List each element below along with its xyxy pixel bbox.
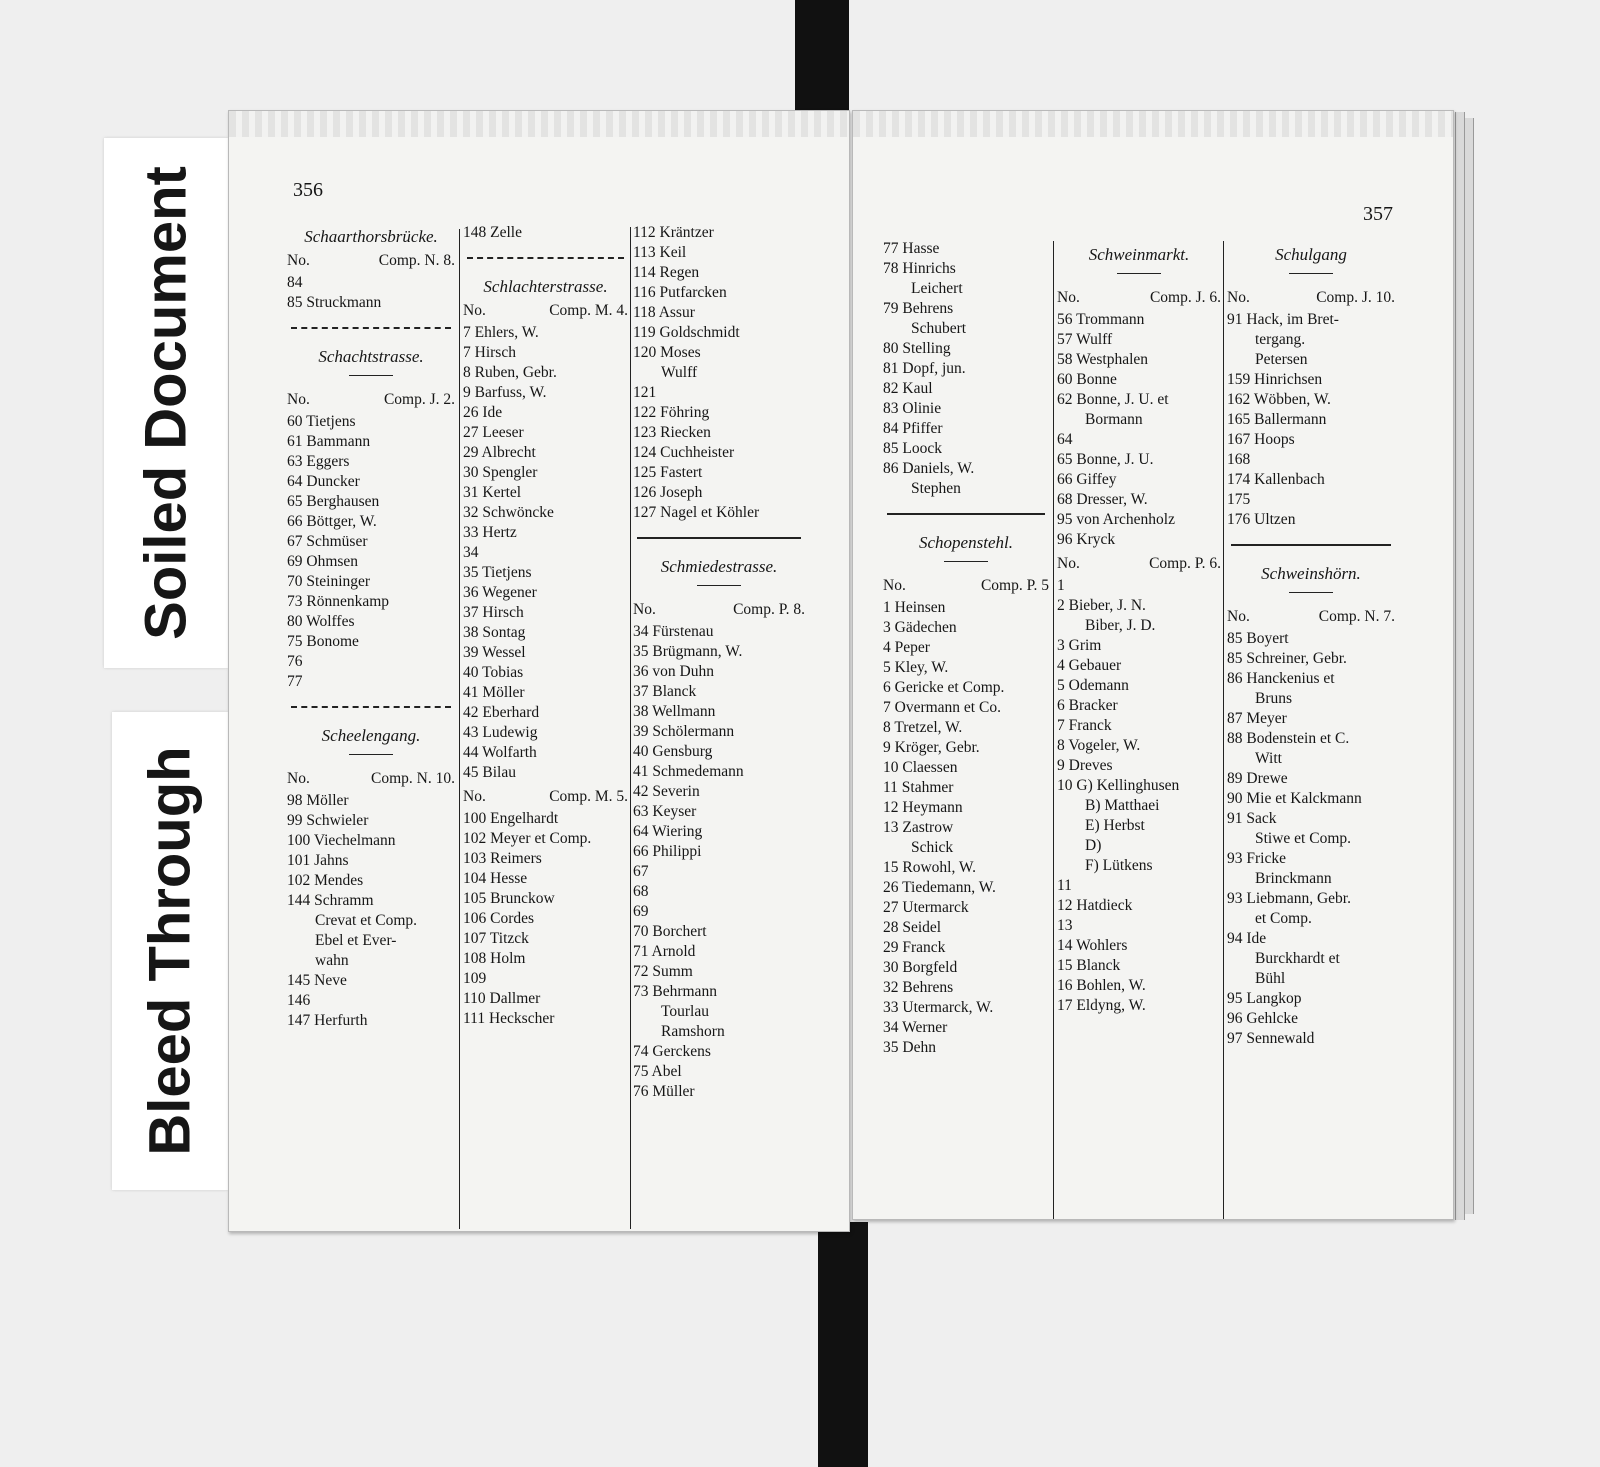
company-code: Comp. P. 5	[980, 577, 1049, 594]
binding-strip-bottom	[818, 1222, 868, 1467]
entry-line: 168	[1227, 451, 1251, 468]
entry-line: 33 Utermarck, W.	[883, 999, 994, 1016]
entry-line: 102 Meyer et Comp.	[463, 830, 592, 847]
page-number: 357	[1363, 203, 1393, 225]
no-label: No.	[1227, 608, 1250, 625]
entry-line: 99 Schwieler	[287, 812, 369, 829]
entry-line: 78 Hinrichs	[883, 260, 956, 277]
company-header	[1227, 607, 1395, 627]
entry-continuation: F) Lütkens	[1085, 857, 1153, 874]
entry-line: 94 Ide	[1227, 930, 1267, 947]
entry-line: 124 Cuchheister	[633, 444, 735, 461]
soiled-document-label	[104, 138, 228, 668]
entry-line: 10 Claessen	[883, 759, 958, 776]
entry-line: 85 Schreiner, Gebr.	[1227, 650, 1347, 667]
company-code: Comp. N. 10.	[371, 770, 455, 787]
entry-line: 95 von Archenholz	[1057, 511, 1175, 528]
entry-continuation: tergang.	[1255, 331, 1306, 348]
entry-line: 7 Ehlers, W.	[463, 324, 539, 341]
entry-line: 80 Stelling	[883, 340, 951, 357]
entry-line: 167 Hoops	[1227, 431, 1295, 448]
entry-line: 60 Bonne	[1057, 371, 1117, 388]
entry-line: 42 Eberhard	[463, 704, 540, 721]
entry-line: 109	[463, 970, 487, 987]
company-header	[633, 600, 805, 620]
entry-line: 87 Meyer	[1227, 710, 1287, 727]
entry-line: 116 Putfarcken	[633, 284, 727, 301]
entry-line: 36 von Duhn	[633, 663, 714, 680]
entry-line: 29 Albrecht	[463, 444, 536, 461]
entry-line: 45 Bilau	[463, 764, 516, 781]
entry-line: 35 Dehn	[883, 1039, 936, 1056]
company-header	[287, 390, 455, 410]
column-rule	[1223, 241, 1224, 1220]
entry-line: 13	[1057, 917, 1073, 934]
entry-line: 64 Wiering	[633, 823, 703, 840]
street-heading: Schweinmarkt.	[1088, 245, 1190, 264]
entry-line: 80 Wolffes	[287, 613, 355, 630]
entry-continuation: Petersen	[1255, 351, 1308, 368]
entry-line: 62 Bonne, J. U. et	[1057, 391, 1169, 408]
entry-line: 119 Goldschmidt	[633, 324, 740, 341]
entry-line: 15 Blanck	[1057, 957, 1121, 974]
entry-line: 17 Eldyng, W.	[1057, 997, 1146, 1014]
entry-line: 91 Hack, im Bret-	[1227, 311, 1339, 328]
entry-line: 70 Borchert	[633, 923, 707, 940]
no-label: No.	[883, 577, 906, 594]
entry-line: 73 Rönnenkamp	[287, 593, 390, 610]
entry-line: 11	[1057, 877, 1072, 894]
entry-line: 122 Föhring	[633, 404, 710, 421]
entry-line: 16 Bohlen, W.	[1057, 977, 1146, 994]
entry-line: 27 Leeser	[463, 424, 524, 441]
entry-line: 86 Hanckenius et	[1227, 670, 1335, 687]
company-code: Comp. N. 7.	[1318, 608, 1395, 625]
entry-line: 66 Böttger, W.	[287, 513, 377, 530]
entry-line: 118 Assur	[633, 304, 695, 321]
entry-line: 84	[287, 274, 303, 291]
entry-line: 88 Bodenstein et C.	[1227, 730, 1350, 747]
entry-line: 32 Schwöncke	[463, 504, 554, 521]
entry-line: 9 Barfuss, W.	[463, 384, 547, 401]
entry-line: 93 Liebmann, Gebr.	[1227, 890, 1351, 907]
entry-line: 41 Möller	[463, 684, 525, 701]
heading-rule	[944, 561, 988, 562]
entry-continuation: Ramshorn	[661, 1023, 725, 1040]
entry-continuation: Stiwe et Comp.	[1255, 830, 1352, 847]
entry-line: 112 Kräntzer	[633, 224, 714, 241]
entry-line: 106 Cordes	[463, 910, 535, 927]
entry-line: 145 Neve	[287, 972, 347, 989]
company-header	[463, 301, 628, 321]
entry-line: 71 Arnold	[633, 943, 696, 960]
column	[1057, 239, 1221, 1016]
entry-continuation: Witt	[1255, 750, 1282, 767]
entry-line: 57 Wulff	[1057, 331, 1113, 348]
street-heading: Schachtstrasse.	[318, 347, 424, 366]
entry-line: 98 Möller	[287, 792, 349, 809]
heading-rule	[1289, 273, 1333, 274]
entry-line: 100 Engelhardt	[463, 810, 559, 827]
entry-line: 10 G) Kellinghusen	[1057, 777, 1180, 794]
company-header	[883, 576, 1049, 596]
entry-line: 82 Kaul	[883, 380, 933, 397]
entry-line: 100 Viechelmann	[287, 832, 396, 849]
entry-line: 35 Tietjens	[463, 564, 532, 581]
entry-line: 42 Severin	[633, 783, 700, 800]
entry-line: 147 Herfurth	[287, 1012, 368, 1029]
section-divider	[467, 257, 624, 259]
entry-line: 6 Gericke et Comp.	[883, 679, 1005, 696]
entry-line: 162 Wöbben, W.	[1227, 391, 1331, 408]
entry-line: 4 Peper	[883, 639, 930, 656]
entry-line: 74 Gerckens	[633, 1043, 711, 1060]
entry-line: 65 Berghausen	[287, 493, 380, 510]
entry-line: 37 Hirsch	[463, 604, 524, 621]
entry-line: 63 Eggers	[287, 453, 350, 470]
heading-rule	[349, 754, 393, 755]
column-rule	[1053, 241, 1054, 1220]
entry-line: 33 Hertz	[463, 524, 517, 541]
binding-strip-top	[795, 0, 849, 110]
entry-line: 66 Giffey	[1057, 471, 1117, 488]
street-heading: Schmiedestrasse.	[660, 557, 778, 576]
entry-line: 7 Franck	[1057, 717, 1112, 734]
section-divider	[887, 513, 1045, 515]
company-code: Comp. M. 4.	[549, 302, 628, 319]
company-header	[287, 769, 455, 789]
entry-line: 8 Vogeler, W.	[1057, 737, 1141, 754]
entry-line: 14 Wohlers	[1057, 937, 1128, 954]
entry-line: 146	[287, 992, 311, 1009]
entry-line: 27 Utermarck	[883, 899, 969, 916]
entry-line: 60 Tietjens	[287, 413, 356, 430]
entry-line: 41 Schmedemann	[633, 763, 744, 780]
entry-line: 96 Kryck	[1057, 531, 1116, 548]
entry-line: 56 Trommann	[1057, 311, 1145, 328]
entry-line: 77	[287, 673, 303, 690]
entry-line: 38 Sontag	[463, 624, 526, 641]
street-heading: Schulgang	[1275, 245, 1347, 264]
entry-line: 70 Steininger	[287, 573, 371, 590]
entry-line: 93 Fricke	[1227, 850, 1286, 867]
section-divider	[1231, 544, 1391, 546]
entry-line: 96 Gehlcke	[1227, 1010, 1299, 1027]
entry-continuation: Bruns	[1255, 690, 1293, 707]
entry-line: 9 Kröger, Gebr.	[883, 739, 980, 756]
company-header	[287, 251, 455, 271]
entry-line: 61 Bammann	[287, 433, 371, 450]
company-code: Comp. J. 2.	[383, 391, 455, 408]
entry-line: 114 Regen	[633, 264, 700, 281]
entry-line: 81 Dopf, jun.	[883, 360, 966, 377]
entry-line: 40 Gensburg	[633, 743, 713, 760]
entry-line: 6 Bracker	[1057, 697, 1118, 714]
entry-line: 123 Riecken	[633, 424, 711, 441]
right-page	[852, 110, 1454, 1220]
entry-line: 101 Jahns	[287, 852, 349, 869]
company-code: Comp. J. 6.	[1149, 289, 1221, 306]
entry-line: 176 Ultzen	[1227, 511, 1296, 528]
entry-line: 34 Fürstenau	[633, 623, 714, 640]
company-header	[1057, 554, 1221, 574]
entry-line: 63 Keyser	[633, 803, 697, 820]
entry-line: 31 Kertel	[463, 484, 522, 501]
column-rule	[459, 229, 460, 1229]
entry-line: 72 Summ	[633, 963, 693, 980]
entry-line: 4 Gebauer	[1057, 657, 1122, 674]
column	[633, 223, 805, 1102]
section-divider	[637, 537, 801, 539]
entry-line: 67	[633, 863, 649, 880]
entry-continuation: B) Matthaei	[1085, 797, 1160, 814]
no-label: No.	[463, 302, 486, 319]
entry-line: 67 Schmüser	[287, 533, 368, 550]
entry-line: 108 Holm	[463, 950, 526, 967]
entry-line: 35 Brügmann, W.	[633, 643, 743, 660]
entry-line: 5 Kley, W.	[883, 659, 949, 676]
bleed-through-text: Bleed Through	[137, 746, 203, 1156]
company-code: Comp. J. 10.	[1316, 289, 1395, 306]
no-label: No.	[633, 601, 656, 618]
heading-rule	[349, 375, 393, 376]
no-label: No.	[1227, 289, 1250, 306]
entry-line: 12 Hatdieck	[1057, 897, 1133, 914]
company-code: Comp. P. 6.	[1149, 555, 1221, 572]
entry-continuation: Schick	[911, 839, 954, 856]
entry-line: 64	[1057, 431, 1073, 448]
entry-line: 175	[1227, 491, 1251, 508]
heading-rule	[1117, 273, 1161, 274]
entry-line: 75 Abel	[633, 1063, 682, 1080]
heading-rule	[1289, 592, 1333, 593]
entry-line: 85 Loock	[883, 440, 942, 457]
entry-continuation: Bormann	[1085, 411, 1143, 428]
entry-continuation: Stephen	[911, 480, 961, 497]
street-heading: Schopenstehl.	[919, 533, 1013, 552]
entry-line: 84 Pfiffer	[883, 420, 943, 437]
entry-line: 3 Grim	[1057, 637, 1102, 654]
entry-line: 39 Wessel	[463, 644, 526, 661]
street-heading: Schlachterstrasse.	[483, 277, 608, 296]
page-number: 356	[293, 179, 323, 201]
entry-line: 36 Wegener	[463, 584, 537, 601]
entry-line: 121	[633, 384, 657, 401]
entry-line: 69	[633, 903, 649, 920]
entry-line: 103 Reimers	[463, 850, 542, 867]
entry-continuation: D)	[1085, 837, 1102, 854]
company-header	[463, 787, 628, 807]
entry-line: 148 Zelle	[463, 224, 522, 241]
entry-line: 43 Ludewig	[463, 724, 538, 741]
entry-line: 8 Tretzel, W.	[883, 719, 963, 736]
no-label: No.	[1057, 555, 1080, 572]
company-code: Comp. M. 5.	[549, 788, 628, 805]
entry-line: 85 Struckmann	[287, 294, 382, 311]
entry-line: 85 Boyert	[1227, 630, 1289, 647]
entry-line: 37 Blanck	[633, 683, 697, 700]
entry-continuation: E) Herbst	[1085, 817, 1145, 834]
entry-line: 1 Heinsen	[883, 599, 946, 616]
entry-line: 32 Behrens	[883, 979, 954, 996]
column	[883, 239, 1049, 1058]
heading-rule	[697, 585, 741, 586]
entry-line: 65 Bonne, J. U.	[1057, 451, 1154, 468]
entry-line: 127 Nagel et Köhler	[633, 504, 760, 521]
entry-line: 144 Schramm	[287, 892, 374, 909]
entry-line: 69 Ohmsen	[287, 553, 359, 570]
company-header	[1057, 288, 1221, 308]
entry-continuation: Schubert	[911, 320, 967, 337]
street-heading: Schweinshörn.	[1261, 564, 1361, 583]
no-label: No.	[463, 788, 486, 805]
no-label: No.	[287, 770, 310, 787]
entry-continuation: Biber, J. D.	[1085, 617, 1156, 634]
company-code: Comp. P. 8.	[733, 601, 805, 618]
entry-line: 30 Borgfeld	[883, 959, 958, 976]
entry-line: 95 Langkop	[1227, 990, 1302, 1007]
entry-line: 76	[287, 653, 303, 670]
entry-line: 86 Daniels, W.	[883, 460, 975, 477]
street-heading: Scheelengang.	[321, 726, 421, 745]
entry-line: 39 Schölermann	[633, 723, 735, 740]
entry-line: 28 Seidel	[883, 919, 942, 936]
entry-line: 113 Keil	[633, 244, 687, 261]
entry-continuation: Leichert	[911, 280, 963, 297]
entry-line: 90 Mie et Kalckmann	[1227, 790, 1362, 807]
entry-line: 26 Tiedemann, W.	[883, 879, 996, 896]
section-divider	[291, 706, 451, 708]
column	[287, 221, 455, 1031]
entry-line: 2 Bieber, J. N.	[1057, 597, 1146, 614]
entry-line: 29 Franck	[883, 939, 946, 956]
entry-line: 73 Behrmann	[633, 983, 717, 1000]
entry-line: 3 Gädechen	[883, 619, 957, 636]
entry-line: 5 Odemann	[1057, 677, 1129, 694]
entry-continuation: Crevat et Comp.	[315, 912, 418, 929]
entry-line: 79 Behrens	[883, 300, 954, 317]
entry-continuation: Brinckmann	[1255, 870, 1332, 887]
entry-line: 34	[463, 544, 479, 561]
entry-line: 110 Dallmer	[463, 990, 541, 1007]
entry-continuation: Bühl	[1255, 970, 1286, 987]
entry-line: 11 Stahmer	[883, 779, 954, 796]
entry-line: 159 Hinrichsen	[1227, 371, 1323, 388]
page-edge	[1464, 118, 1474, 1214]
entry-continuation: et Comp.	[1255, 910, 1312, 927]
company-header	[1227, 288, 1395, 308]
entry-line: 89 Drewe	[1227, 770, 1288, 787]
entry-line: 125 Fastert	[633, 464, 703, 481]
entry-line: 75 Bonome	[287, 633, 359, 650]
entry-line: 68 Dresser, W.	[1057, 491, 1148, 508]
entry-line: 1	[1057, 577, 1065, 594]
bleed-through-label	[112, 712, 228, 1190]
left-page	[228, 110, 850, 1232]
entry-line: 105 Brunckow	[463, 890, 555, 907]
entry-line: 76 Müller	[633, 1083, 695, 1100]
entry-line: 12 Heymann	[883, 799, 963, 816]
entry-line: 77 Hasse	[883, 240, 940, 257]
entry-line: 64 Duncker	[287, 473, 360, 490]
entry-line: 174 Kallenbach	[1227, 471, 1325, 488]
entry-line: 126 Joseph	[633, 484, 703, 501]
entry-continuation: Tourlau	[661, 1003, 709, 1020]
entry-line: 13 Zastrow	[883, 819, 954, 836]
entry-line: 34 Werner	[883, 1019, 948, 1036]
no-label: No.	[1057, 289, 1080, 306]
column-rule	[630, 227, 631, 1229]
entry-line: 40 Tobias	[463, 664, 524, 681]
entry-line: 104 Hesse	[463, 870, 528, 887]
entry-continuation: wahn	[315, 952, 349, 969]
entry-line: 58 Westphalen	[1057, 351, 1149, 368]
entry-continuation: Ebel et Ever-	[315, 932, 397, 949]
column	[463, 223, 628, 1029]
entry-line: 68	[633, 883, 649, 900]
entry-line: 97 Sennewald	[1227, 1030, 1315, 1047]
entry-line: 30 Spengler	[463, 464, 538, 481]
entry-line: 165 Ballermann	[1227, 411, 1327, 428]
entry-line: 9 Dreves	[1057, 757, 1113, 774]
entry-line: 7 Overmann et Co.	[883, 699, 1001, 716]
soiled-document-text: Soiled Document	[133, 166, 199, 640]
entry-line: 26 Ide	[463, 404, 503, 421]
street-heading: Schaarthorsbrücke.	[304, 227, 438, 246]
entry-line: 7 Hirsch	[463, 344, 516, 361]
entry-line: 8 Ruben, Gebr.	[463, 364, 557, 381]
entry-line: 102 Mendes	[287, 872, 364, 889]
column	[1227, 239, 1395, 1049]
company-code: Comp. N. 8.	[378, 252, 455, 269]
entry-line: 38 Wellmann	[633, 703, 716, 720]
entry-line: 120 Moses	[633, 344, 701, 361]
entry-line: 44 Wolfarth	[463, 744, 537, 761]
entry-line: 91 Sack	[1227, 810, 1277, 827]
entry-line: 15 Rowohl, W.	[883, 859, 977, 876]
section-divider	[291, 327, 451, 329]
no-label: No.	[287, 391, 310, 408]
entry-continuation: Wulff	[661, 364, 698, 381]
entry-line: 83 Olinie	[883, 400, 942, 417]
entry-line: 111 Heckscher	[463, 1010, 555, 1027]
no-label: No.	[287, 252, 310, 269]
entry-line: 66 Philippi	[633, 843, 702, 860]
entry-continuation: Burckhardt et	[1255, 950, 1340, 967]
entry-line: 107 Titzck	[463, 930, 529, 947]
